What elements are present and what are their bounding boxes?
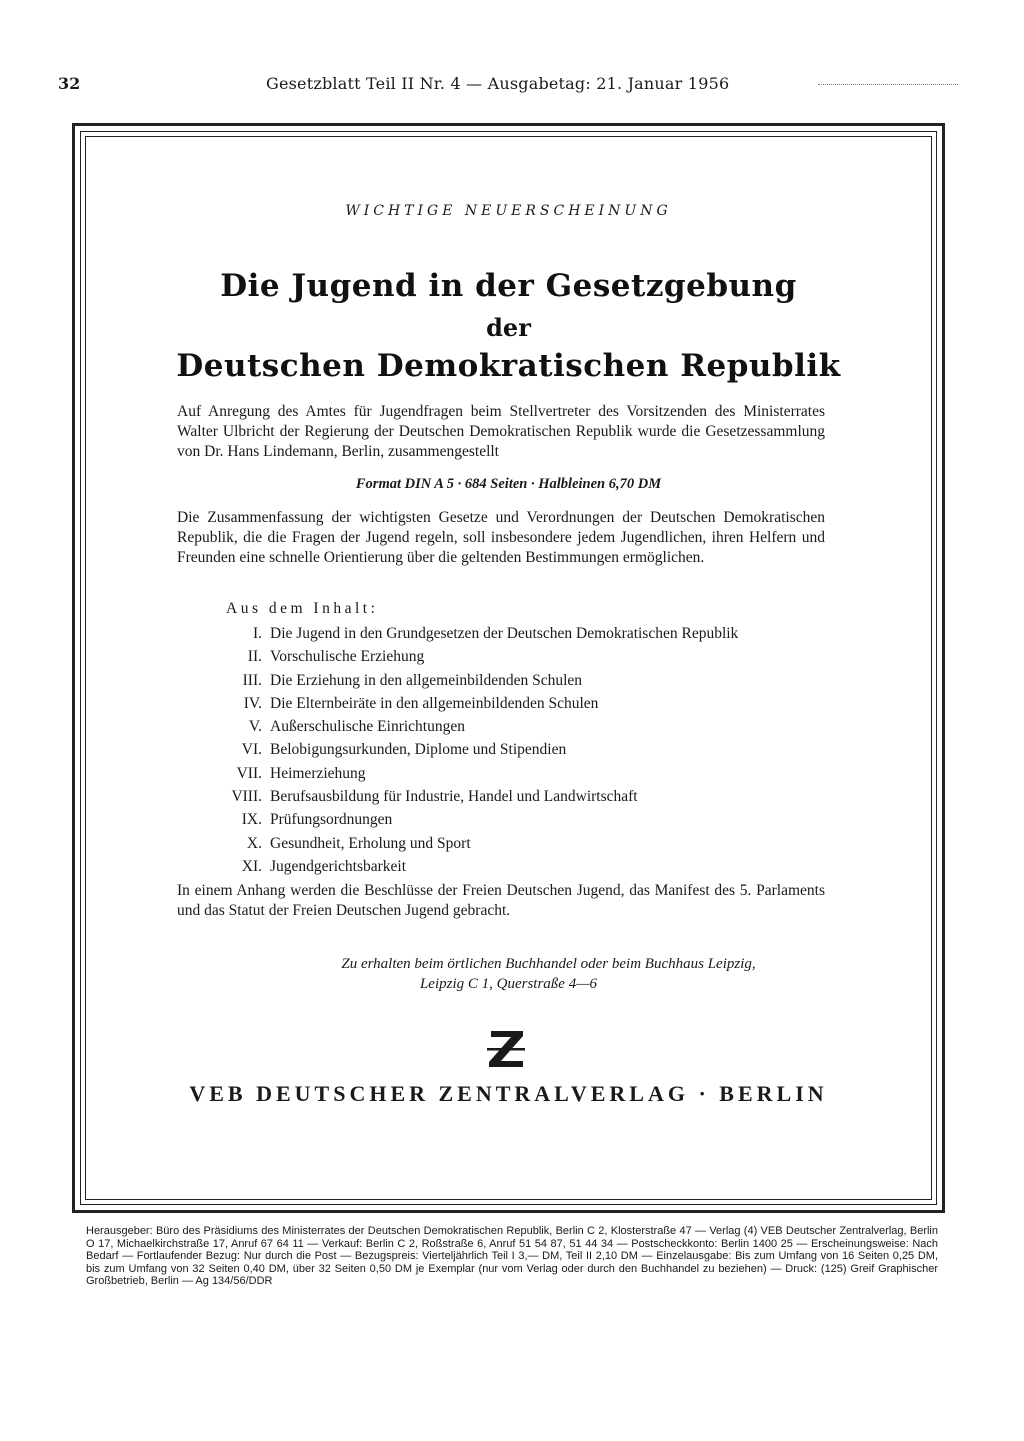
contents-item bbox=[212, 692, 832, 715]
contents-item-number: III. bbox=[242, 671, 262, 689]
header-rule bbox=[818, 84, 958, 85]
contents-item-number: XI. bbox=[241, 857, 262, 875]
page-number: 32 bbox=[58, 74, 81, 93]
contents-list bbox=[212, 622, 832, 878]
imprint: Herausgeber: Büro des Präsidiums des Ministerrates der Deutschen Demokratischen Republik, Berlin C 2, Klosterstraße 47 — Verlag (4) VEB Deutscher Zentralverlag, Berlin O 17, Michaelkirchstraße 17, Anruf 67 64 11 — Verkauf: Berlin C 2, Roßstraße 6, Anruf 51 54 87, 51 44 34 — Postscheckkonto: Berlin 1400 25 — Erscheinungsweise: Nach Bedarf — Fortlaufender Bezug: Nur durch die Post — Bezugspreis: Vierteljährlich Teil I 3,— DM, Teil II 2,10 DM — Einzelausgabe: Bis zum Umfang von 16 Seiten 0,25 DM, bis zum Umfang von 32 Seiten 0,40 DM, über 32 Seiten 0,50 DM je Exemplar (nur vom Verlag oder durch den Buchhandel zu beziehen) — Druck: (125) Greif Graphischer Großbetrieb, Berlin — Ag 134/56/DDR bbox=[86, 1225, 938, 1287]
contents-heading: Aus dem Inhalt: bbox=[226, 600, 379, 617]
contents-item-text: Vorschulische Erziehung bbox=[270, 648, 425, 666]
contents-item-number: VIII. bbox=[231, 788, 262, 806]
contents-item-text: Prüfungsordnungen bbox=[270, 811, 393, 829]
contents-item bbox=[212, 645, 832, 668]
contents-item-number: VII. bbox=[236, 764, 262, 782]
contents-item bbox=[212, 622, 832, 645]
contents-item-text: Die Elternbeiräte in den allgemeinbildenden Schulen bbox=[270, 694, 599, 712]
contents-item-text: Heimerziehung bbox=[270, 764, 366, 782]
book-title-line-1: Die Jugend in der Gesetzgebung bbox=[220, 268, 797, 304]
contents-item bbox=[212, 715, 832, 738]
description-paragraph: Die Zusammenfassung der wichtigsten Gesetze und Verordnungen der Deutschen Demokratischen Republik, die die Fragen der Jugend regeln, soll insbesondere jedem Jugendlichen, ihren Helfern und Freunden eine schnelle Orientierung über die geltenden Bestimmungen ermöglichen. bbox=[177, 509, 825, 566]
contents-item bbox=[212, 808, 832, 831]
book-title-line-2: der bbox=[486, 313, 531, 342]
kicker: WICHTIGE NEUERSCHEINUNG bbox=[345, 203, 672, 219]
page-header bbox=[58, 74, 958, 98]
running-title: Gesetzblatt Teil II Nr. 4 — Ausgabetag: 21. Januar 1956 bbox=[266, 74, 730, 93]
publisher-name: VEB DEUTSCHER ZENTRALVERLAG · BERLIN bbox=[189, 1081, 828, 1106]
contents-item-number: II. bbox=[247, 648, 262, 666]
contents-item-text: Außerschulische Einrichtungen bbox=[270, 718, 465, 736]
contents-item-number: X. bbox=[246, 834, 262, 852]
contents-item-text: Gesundheit, Erholung und Sport bbox=[270, 834, 471, 852]
contents-item bbox=[212, 762, 832, 785]
contents-item-text: Belobigungsurkunden, Diplome und Stipendien bbox=[270, 741, 567, 759]
advertisement bbox=[72, 123, 945, 1213]
contents-item-number: IV. bbox=[243, 694, 262, 712]
publisher-logo-icon bbox=[483, 1028, 529, 1070]
contents-item-number: IX. bbox=[241, 811, 262, 829]
contents-item bbox=[212, 785, 832, 808]
contents-item bbox=[212, 855, 832, 878]
contents-item-number: VI. bbox=[241, 741, 262, 759]
intro-paragraph: Auf Anregung des Amtes für Jugendfragen beim Stellvertreter des Vorsitzenden des Ministerrates Walter Ulbricht der Regierung der Deutschen Demokratischen Republik wurde die Gesetzessammlung von Dr. Hans Lindemann, Berlin, zusammengestellt bbox=[177, 403, 825, 460]
format-line: Format DIN A 5 · 684 Seiten · Halbleinen 6,70 DM bbox=[355, 476, 662, 492]
contents-item-text: Die Erziehung in den allgemeinbildenden Schulen bbox=[270, 671, 583, 689]
book-title-line-3: Deutschen Demokratischen Republik bbox=[176, 348, 841, 384]
availability-line-1: Zu erhalten beim örtlichen Buchhandel oder beim Buchhaus Leipzig, bbox=[341, 956, 756, 972]
contents-item bbox=[212, 832, 832, 855]
availability-line-2: Leipzig C 1, Querstraße 4—6 bbox=[419, 976, 598, 992]
contents-item-number: I. bbox=[252, 625, 262, 642]
contents-item bbox=[212, 738, 832, 761]
contents-item-text: Berufsausbildung für Industrie, Handel und Landwirtschaft bbox=[270, 788, 638, 806]
contents-item-text: Jugendgerichtsbarkeit bbox=[270, 857, 407, 875]
contents-item-text: Die Jugend in den Grundgesetzen der Deutschen Demokratischen Republik bbox=[270, 625, 739, 642]
contents-item bbox=[212, 669, 832, 692]
contents-item-number: V. bbox=[248, 718, 262, 736]
appendix-paragraph: In einem Anhang werden die Beschlüsse der Freien Deutschen Jugend, das Manifest des 5. Parlaments und das Statut der Freien Deutschen Jugend gebracht. bbox=[177, 882, 825, 919]
